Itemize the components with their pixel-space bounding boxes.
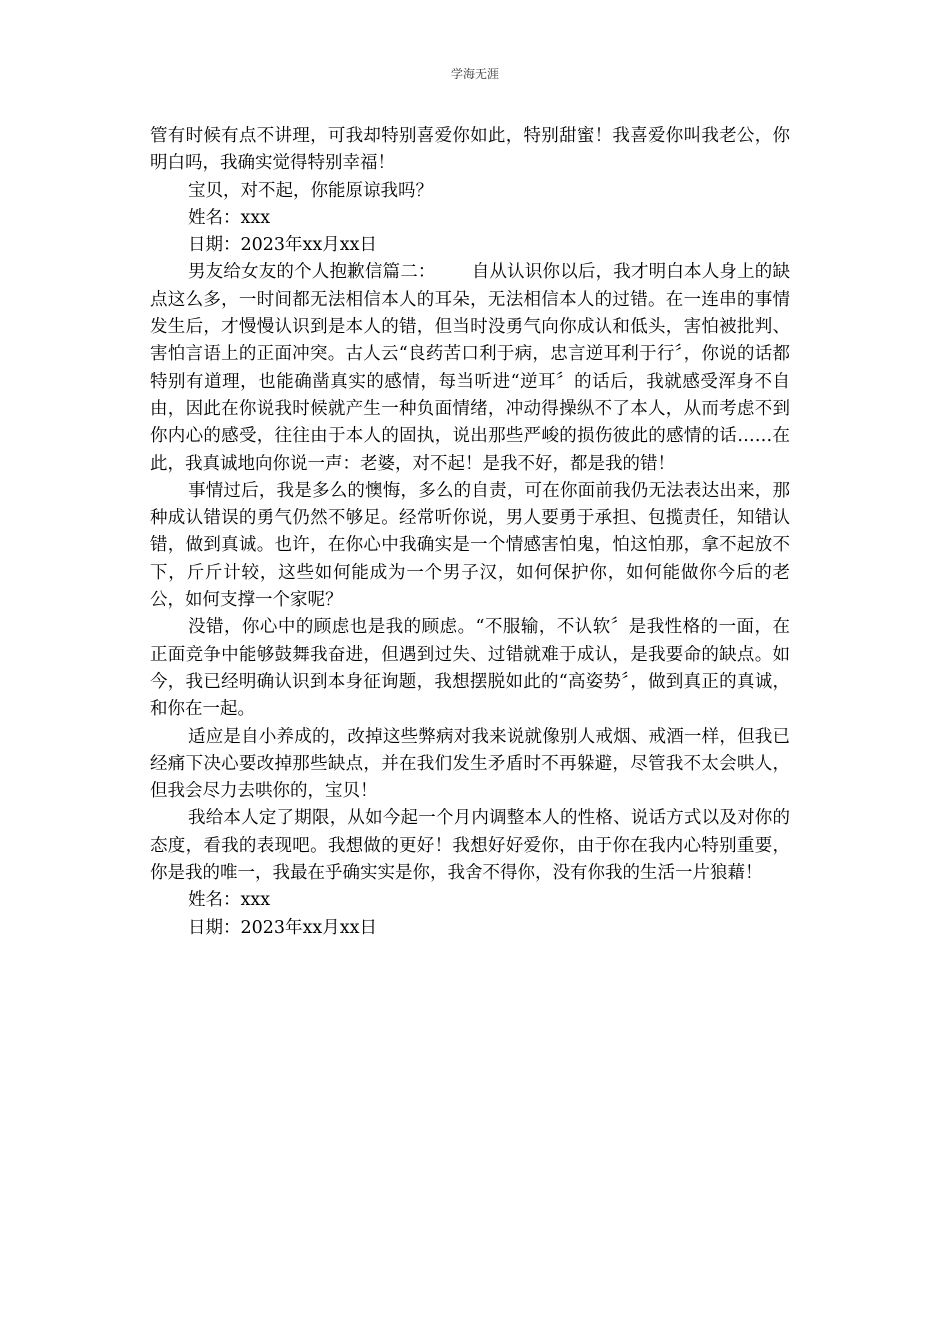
paragraph-letter-two [150,259,790,477]
signature-name: 姓名：xxx [188,207,271,228]
signature-name-2: 姓名：xxx [188,890,271,911]
letter-two-text: 自从认识你以后，我才明白本人身上的缺点这么多，一时间都无法相信本人的耳朵，无法相信本人的过错。在一连串的事情发生后，才慢慢认识到是本人的错，但当时没勇气向你成认和低头，害怕被批判、害怕言语上的正面冲突。古人云“良药苦口利于病，忠言逆耳利于行〞，你说的话都特别有道理，也能确凿真实的感情，每当听进“逆耳〞的话后，我就感受浑身不自由，因此在你说我时候就产生一种负面情绪，冲动得操纵不了本人，从而考虑不到你内心的感受，往往由于本人的固执，说出那些严峻的损伤彼此的感情的话……在此，我真诚地向你说一声：老婆，对不起！是我不好，都是我的错！ [150,262,790,474]
paragraph-apology-question: 宝贝，对不起，你能原谅我吗？ [188,180,433,201]
letter-two-title: 男友给女友的个人抱歉信篇二： [188,262,436,283]
paragraph-deadline: 我给本人定了期限，从如今起一个月内调整本人的性格、说话方式以及对你的态度，看我的表现吧。我想做的更好！我想好好爱你，由于你在我内心特别重要，你是我的唯一，我最在乎确实实是你，我舍不得你，没有你我的生活一片狼藉！ [150,808,790,884]
paragraph-habits: 适应是自小养成的，改掉这些弊病对我来说就像别人戒烟、戒酒一样，但我已经痛下决心要改掉那些缺点，并在我们发生矛盾时不再躲避，尽管我不太会哄人，但我会尽力去哄你的，宝贝！ [150,726,790,802]
signature-date: 日期：2023年xx月xx日 [188,235,378,256]
page-header: 学海无涯 [450,67,499,81]
signature-date-2: 日期：2023年xx月xx日 [188,917,378,938]
letter-body [150,123,790,942]
paragraph-concerns: 没错，你心中的顾虑也是我的顾虑。“不服输，不认软〞是我性格的一面，在正面竞争中能够鼓舞我奋进，但遇到过失、过错就难于成认，是我要命的缺点。如今，我已经明确认识到本身征询题，我想摆脱如此的“高姿势〞，做到真正的真诚，和你在一起。 [150,617,790,720]
paragraph-continuation: 管有时候有点不讲理，可我却特别喜爱你如此，特别甜蜜！我喜爱你叫我老公，你明白吗，我确实觉得特别幸福！ [150,126,790,174]
paragraph-regret: 事情过后，我是多么的懊悔，多么的自责，可在你面前我仍无法表达出来，那种成认错误的勇气仍然不够足。经常听你说，男人要勇于承担、包揽责任，知错认错，做到真诚。也许，在你心中我确实是一个情感害怕鬼，怕这怕那，拿不起放不下，斤斤计较，这些如何能成为一个男子汉，如何保护你，如何能做你今后的老公，如何支撑一个家呢？ [150,480,790,611]
